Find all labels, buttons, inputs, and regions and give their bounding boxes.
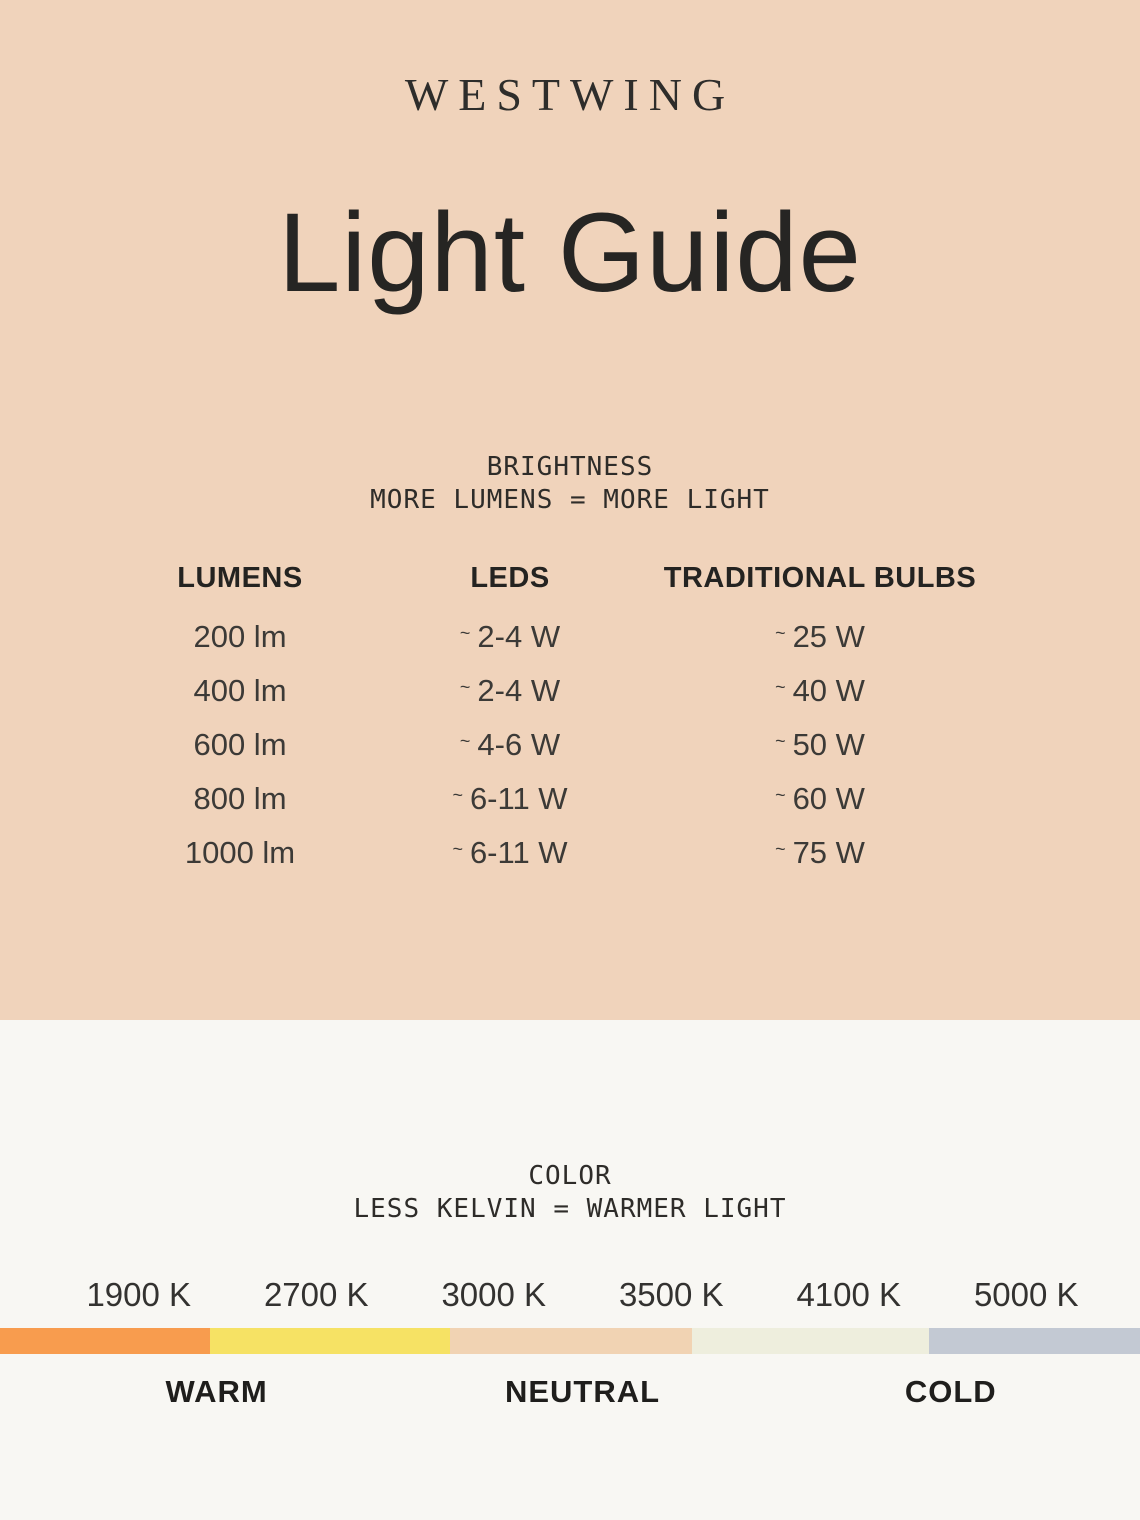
approx-symbol: ~ [459, 731, 471, 751]
brand-logo: WESTWING [404, 69, 736, 120]
approx-symbol: ~ [775, 677, 786, 697]
color-heading-block [0, 1020, 1140, 1225]
table-row [120, 664, 1000, 718]
approx-symbol: ~ [459, 623, 471, 643]
led-watts-value [360, 835, 660, 871]
lumens-value: 200 lm [193, 619, 287, 654]
scale-segment-neutral-peach [450, 1328, 692, 1354]
kelvin-label: 5000 K [973, 1276, 1079, 1313]
kelvin-label: 4100 K [796, 1276, 902, 1313]
scale-segment-warm-orange [0, 1328, 210, 1354]
approx-symbol: ~ [775, 785, 786, 805]
lumens-value: 800 lm [193, 781, 287, 816]
led-watts-text: 6-11 W [469, 781, 568, 816]
temperature-label-warm: WARM [165, 1373, 268, 1409]
table-row [120, 826, 1000, 880]
bulb-watts-text: 60 W [792, 781, 865, 816]
led-watts-text: 2-4 W [477, 673, 561, 708]
led-watts-text: 4-6 W [477, 727, 561, 762]
kelvin-label: 3000 K [441, 1276, 547, 1313]
table-body [120, 610, 1000, 880]
lumens-value: 1000 lm [184, 835, 296, 870]
led-watts-value [360, 673, 660, 709]
lumens-table [0, 560, 1140, 880]
lumens-value: 600 lm [193, 727, 287, 762]
approx-symbol: ~ [459, 677, 471, 697]
table-row [120, 718, 1000, 772]
led-watts-text: 6-11 W [469, 835, 568, 870]
led-watts-value [360, 619, 660, 655]
scale-segment-neutral-cream [692, 1328, 929, 1354]
table-header-row [120, 560, 1000, 596]
led-watts-value [360, 781, 660, 817]
approx-symbol: ~ [452, 839, 463, 859]
lumens-value: 400 lm [193, 673, 287, 708]
column-header-leds: LEDS [470, 562, 550, 594]
bulb-watts-value [660, 781, 980, 817]
brightness-subheading: MORE LUMENS = MORE LIGHT [370, 484, 770, 515]
temperature-label-cold: COLD [904, 1373, 997, 1409]
bulb-watts-value [660, 673, 980, 709]
bulb-watts-text: 50 W [792, 727, 865, 762]
approx-symbol: ~ [775, 623, 786, 643]
table-row [120, 610, 1000, 664]
bulb-watts-value [660, 727, 980, 763]
bulb-watts-text: 40 W [792, 673, 865, 708]
brightness-heading-block [0, 451, 1140, 516]
page-title: Light Guide [278, 190, 862, 315]
bulb-watts-text: 25 W [792, 619, 865, 654]
bulb-watts-value [660, 619, 980, 655]
kelvin-label: 3500 K [618, 1276, 724, 1313]
led-watts-text: 2-4 W [477, 619, 561, 654]
kelvin-label: 2700 K [263, 1276, 369, 1313]
approx-symbol: ~ [775, 731, 786, 751]
approx-symbol: ~ [452, 785, 463, 805]
scale-segment-warm-yellow [210, 1328, 451, 1354]
approx-symbol: ~ [775, 839, 786, 859]
column-header-traditional-bulbs: TRADITIONAL BULBS [663, 562, 977, 594]
bulb-watts-text: 75 W [792, 835, 865, 870]
table-row [120, 772, 1000, 826]
temperature-labels-row [0, 1374, 1140, 1414]
color-heading: COLOR [528, 1161, 612, 1191]
scale-segment-cold-blue [929, 1328, 1140, 1354]
color-subheading: LESS KELVIN = WARMER LIGHT [353, 1193, 787, 1224]
bulb-watts-value [660, 835, 980, 871]
column-header-lumens: LUMENS [177, 562, 303, 594]
color-temperature-scale [0, 1328, 1140, 1354]
led-watts-value [360, 727, 660, 763]
kelvin-labels-row [0, 1275, 1140, 1315]
color-section [0, 1020, 1140, 1520]
kelvin-label: 1900 K [86, 1276, 192, 1313]
brightness-heading: BRIGHTNESS [486, 452, 654, 482]
temperature-label-neutral: NEUTRAL [504, 1373, 661, 1409]
